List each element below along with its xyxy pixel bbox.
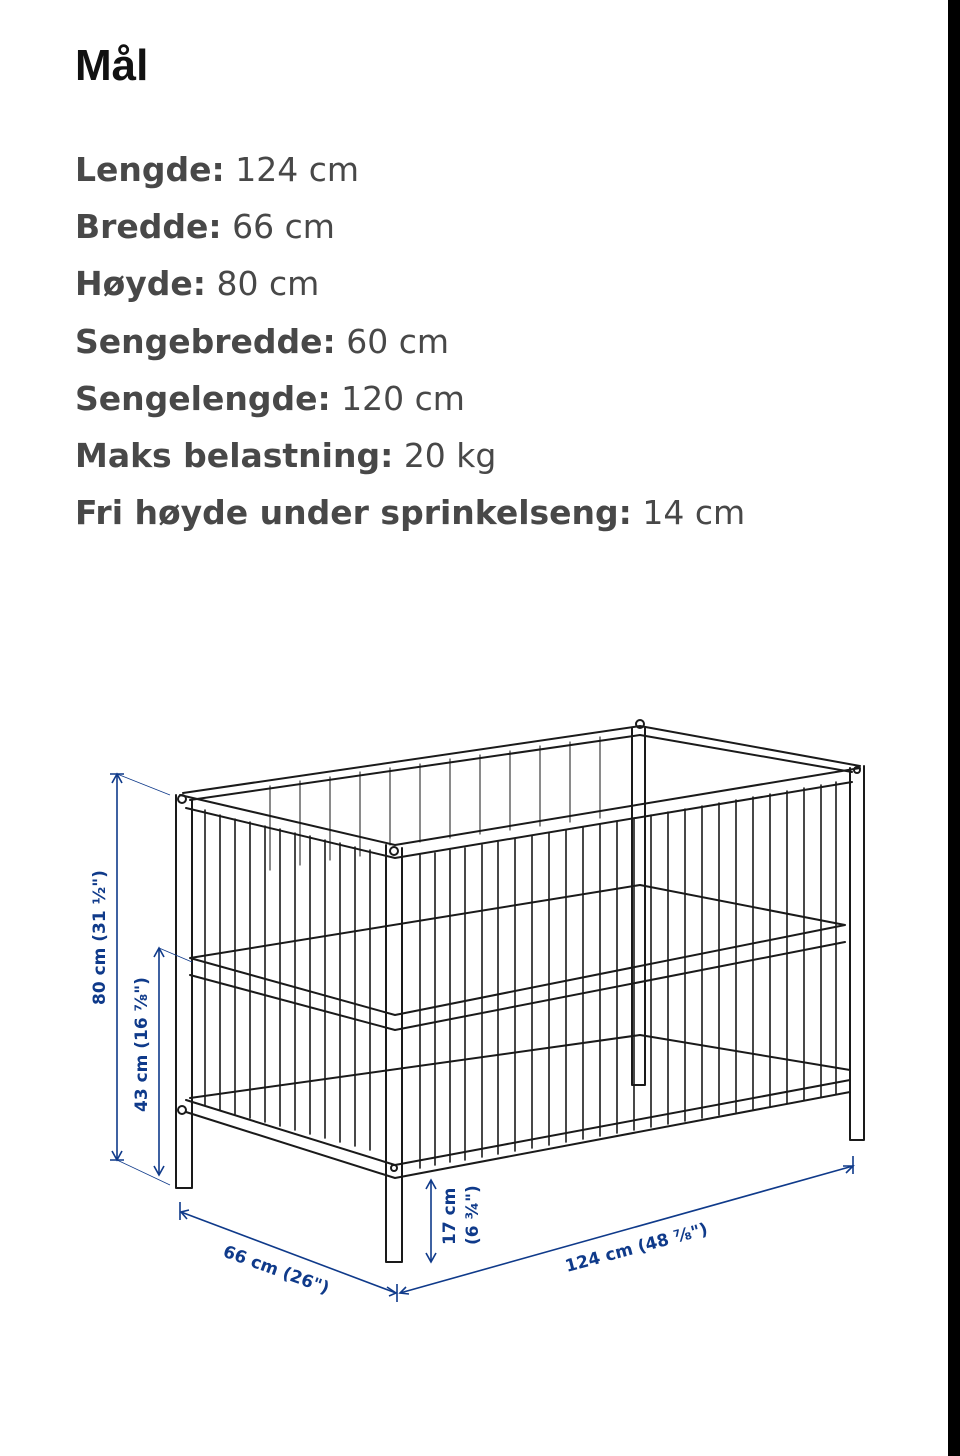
spec-label: Høyde:: [75, 264, 207, 304]
spec-label: Maks belastning:: [75, 435, 394, 475]
spec-label: Lengde:: [75, 150, 225, 189]
spec-label: Sengebredde:: [75, 321, 336, 361]
spec-row-maks-belastning: [75, 427, 745, 484]
spec-value: 60 cm: [346, 321, 450, 361]
spec-value: 124 cm: [235, 150, 360, 189]
spec-row-bredde: [75, 198, 745, 255]
dim-label-mattress-height: 43 cm (16 ⅞"): [132, 977, 152, 1112]
spec-label: Sengelengde:: [75, 378, 331, 418]
spec-value: 66 cm: [232, 207, 335, 247]
spec-list: [75, 141, 745, 541]
spec-value: 80 cm: [216, 264, 320, 304]
spec-value: 120 cm: [341, 378, 465, 418]
page-title: Mål: [75, 41, 149, 90]
dim-label-length: 124 cm (48 ⅞"): [563, 1219, 710, 1277]
crib-diagram: [0, 700, 948, 1320]
spec-value: 14 cm: [642, 493, 746, 533]
spec-row-sengebredde: [75, 313, 745, 370]
dim-label-width: 66 cm (26"): [220, 1241, 332, 1299]
spec-row-hoyde: [75, 255, 745, 312]
spec-row-sengelengde: [75, 370, 745, 427]
spec-row-lengde: [75, 141, 745, 198]
crib-illustration: [176, 720, 864, 1262]
spec-row-fri-hoyde: [75, 484, 745, 541]
spec-label: Fri høyde under sprinkelseng:: [75, 493, 632, 533]
dim-label-clearance-in: (6 ¾"): [463, 1185, 483, 1245]
spec-label: Bredde:: [75, 207, 222, 247]
dim-label-clearance-cm: 17 cm: [440, 1187, 460, 1245]
spec-value: 20 kg: [403, 435, 497, 475]
dim-label-height: 80 cm (31 ½"): [90, 870, 110, 1005]
